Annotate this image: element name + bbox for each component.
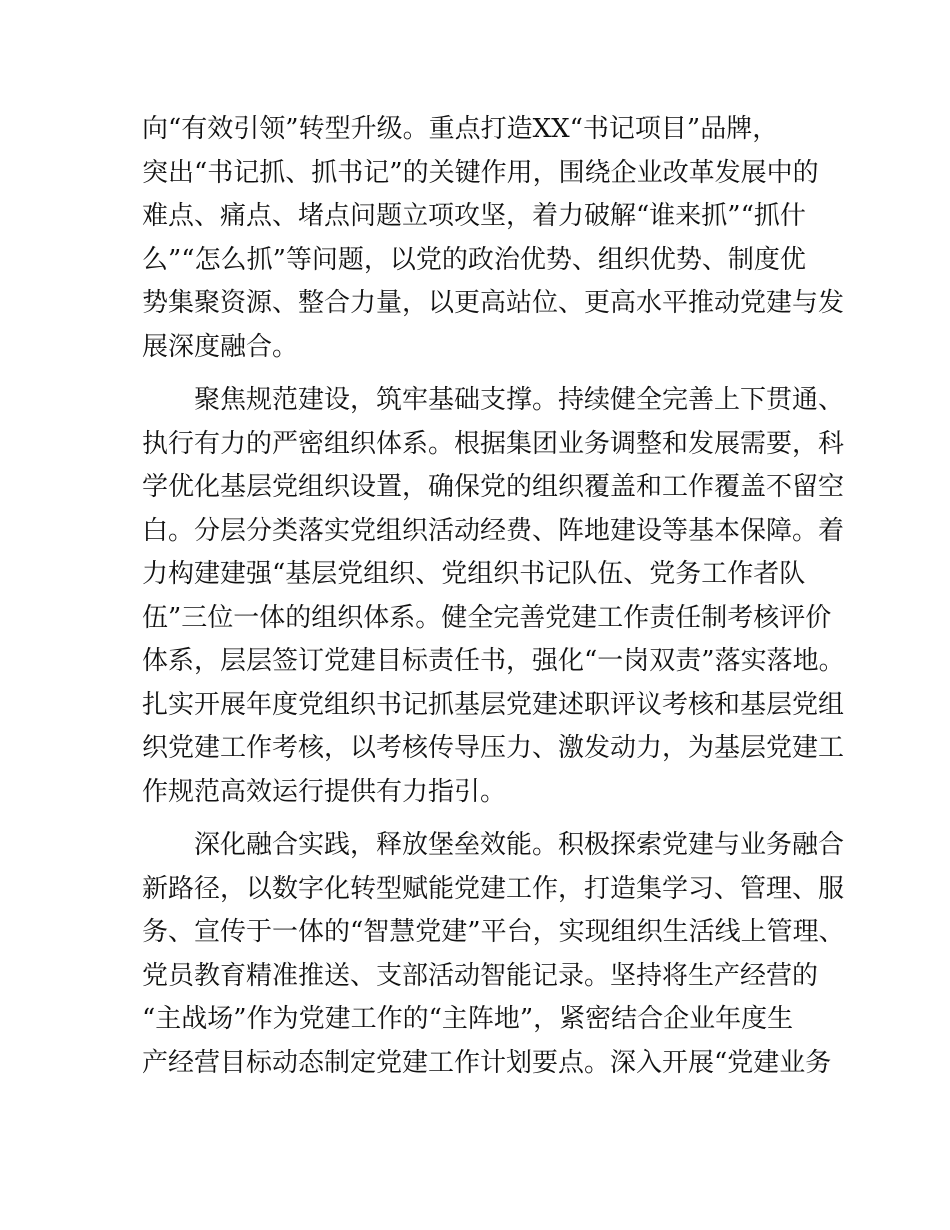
document-body bbox=[142, 108, 845, 1095]
text-line: 向“有效引领”转型升级。重点打造XX“书记项目”品牌， bbox=[142, 114, 779, 144]
text-line: 新路径，以数字化转型赋能党建工作，打造集学习、管理、服 bbox=[142, 873, 845, 904]
text-line: 聚焦规范建设，筑牢基础支撑。持续健全完善上下贯通、 bbox=[194, 385, 845, 415]
text-line: 作规范高效运行提供有力指引。 bbox=[142, 776, 507, 807]
text-line: 体系，层层签订党建目标责任书，强化“一岗双责”落实落地。 bbox=[142, 646, 845, 676]
text-line: 党员教育精准推送、支部活动智能记录。坚持将生产经营的 bbox=[142, 960, 819, 991]
text-line: 伍”三位一体的组织体系。健全完善党建工作责任制考核评价 bbox=[142, 602, 832, 633]
text-line: 织党建工作考核，以考核传导压力、激发动力，为基层党建工 bbox=[142, 733, 845, 763]
text-line: 深化融合实践，释放堡垒效能。积极探索党建与业务融合 bbox=[194, 830, 845, 860]
text-line: 执行有力的严密组织体系。根据集团业务调整和发展需要，科 bbox=[142, 428, 845, 459]
text-line: 学优化基层党组织设置，确保党的组织覆盖和工作覆盖不留空 bbox=[142, 472, 845, 502]
text-line: 难点、痛点、堵点问题立项攻坚，着力破解“谁来抓”“抓什 bbox=[142, 201, 806, 231]
text-line: 扎实开展年度党组织书记抓基层党建述职评议考核和基层党组 bbox=[142, 689, 845, 720]
text-line: 白。分层分类落实党组织活动经费、阵地建设等基本保障。着 bbox=[142, 515, 845, 546]
text-line: 势集聚资源、整合力量，以更高站位、更高水平推动党建与发 bbox=[142, 288, 845, 318]
text-line: 么”“怎么抓”等问题，以党的政治优势、组织优势、制度优 bbox=[142, 244, 806, 275]
paragraph-1 bbox=[142, 108, 845, 369]
paragraph-2 bbox=[142, 379, 845, 814]
text-line: 务、宣传于一体的“智慧党建”平台，实现组织生活线上管理、 bbox=[142, 917, 845, 947]
text-line: 展深度融合。 bbox=[142, 331, 299, 362]
text-line: 突出“书记抓、抓书记”的关键作用，围绕企业改革发展中的 bbox=[142, 157, 819, 188]
text-line: 力构建建强“基层党组织、党组织书记队伍、党务工作者队 bbox=[142, 559, 806, 589]
paragraph-3 bbox=[142, 824, 845, 1085]
text-line: 产经营目标动态制定党建工作计划要点。深入开展“党建业务 bbox=[142, 1047, 832, 1078]
text-line: “主战场”作为党建工作的“主阵地”，紧密结合企业年度生 bbox=[142, 1004, 794, 1034]
